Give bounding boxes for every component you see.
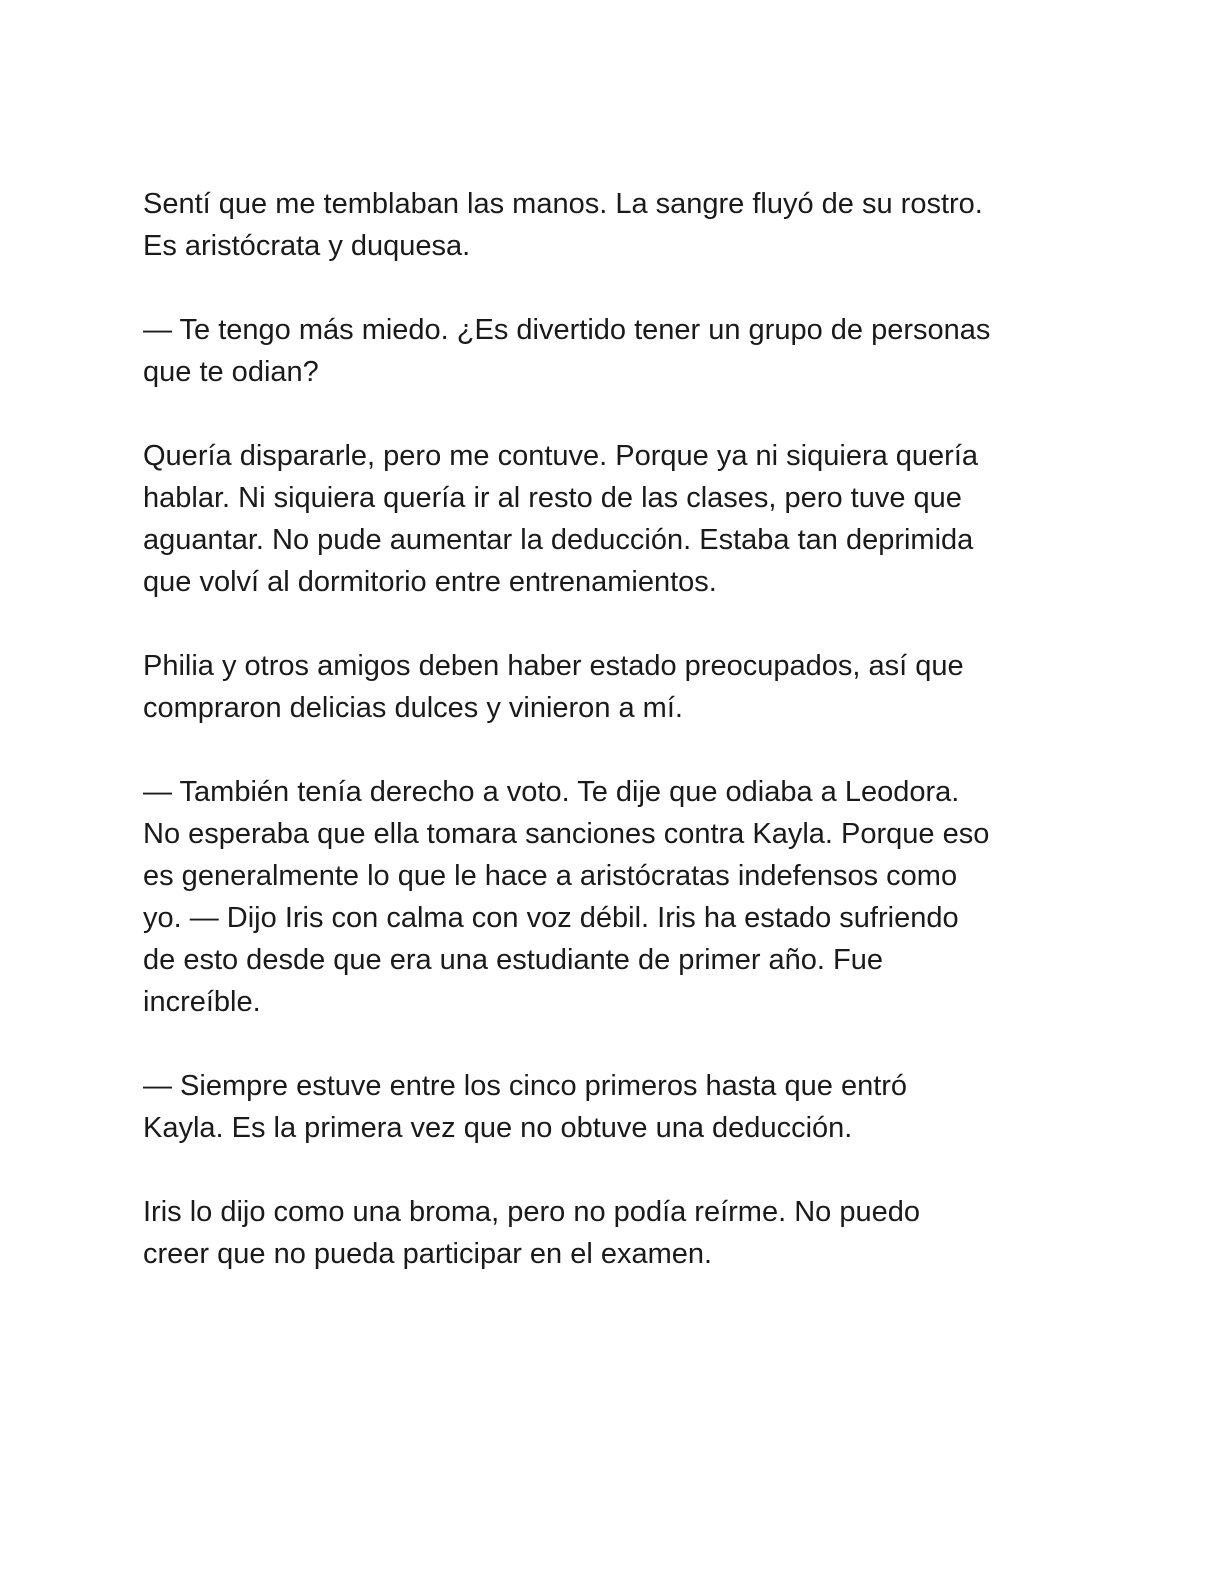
- text-line: que volví al dormitorio entre entrenamientos.: [143, 566, 717, 598]
- text-line: es generalmente lo que le hace a aristócratas indefensos como: [143, 860, 958, 892]
- paragraph: [143, 645, 1093, 729]
- text-line: No esperaba que ella tomara sanciones contra Kayla. Porque eso: [143, 818, 990, 850]
- text-line: Kayla. Es la primera vez que no obtuve una deducción.: [143, 1112, 853, 1144]
- text-line: creer que no pueda participar en el examen.: [143, 1238, 713, 1270]
- text-line: Iris lo dijo como una broma, pero no podía reírme. No puedo: [143, 1196, 920, 1228]
- text-line: — Te tengo más miedo. ¿Es divertido tener un grupo de personas: [143, 314, 991, 346]
- paragraph: [143, 183, 1093, 267]
- text-line: compraron delicias dulces y vinieron a mí.: [143, 692, 683, 724]
- text-line: aguantar. No pude aumentar la deducción. Estaba tan deprimida: [143, 524, 974, 556]
- paragraph: [143, 771, 1093, 1023]
- document-body: [143, 183, 1093, 1317]
- paragraph: [143, 435, 1093, 603]
- text-line: Es aristócrata y duquesa.: [143, 230, 471, 262]
- text-line: Sentí que me temblaban las manos. La sangre fluyó de su rostro.: [143, 188, 983, 220]
- text-line: — También tenía derecho a voto. Te dije que odiaba a Leodora.: [143, 776, 960, 808]
- paragraph: [143, 309, 1093, 393]
- text-line: de esto desde que era una estudiante de primer año. Fue: [143, 944, 884, 976]
- text-line: yo. — Dijo Iris con calma con voz débil. Iris ha estado sufriendo: [143, 902, 959, 934]
- text-line: increíble.: [143, 986, 261, 1018]
- text-line: Philia y otros amigos deben haber estado preocupados, así que: [143, 650, 964, 682]
- text-line: hablar. Ni siquiera quería ir al resto de las clases, pero tuve que: [143, 482, 962, 514]
- paragraph: [143, 1065, 1093, 1149]
- text-line: Quería dispararle, pero me contuve. Porque ya ni siquiera quería: [143, 440, 979, 472]
- paragraph: [143, 1191, 1093, 1275]
- text-line: que te odian?: [143, 356, 319, 388]
- text-line: — Siempre estuve entre los cinco primeros hasta que entró: [143, 1070, 908, 1102]
